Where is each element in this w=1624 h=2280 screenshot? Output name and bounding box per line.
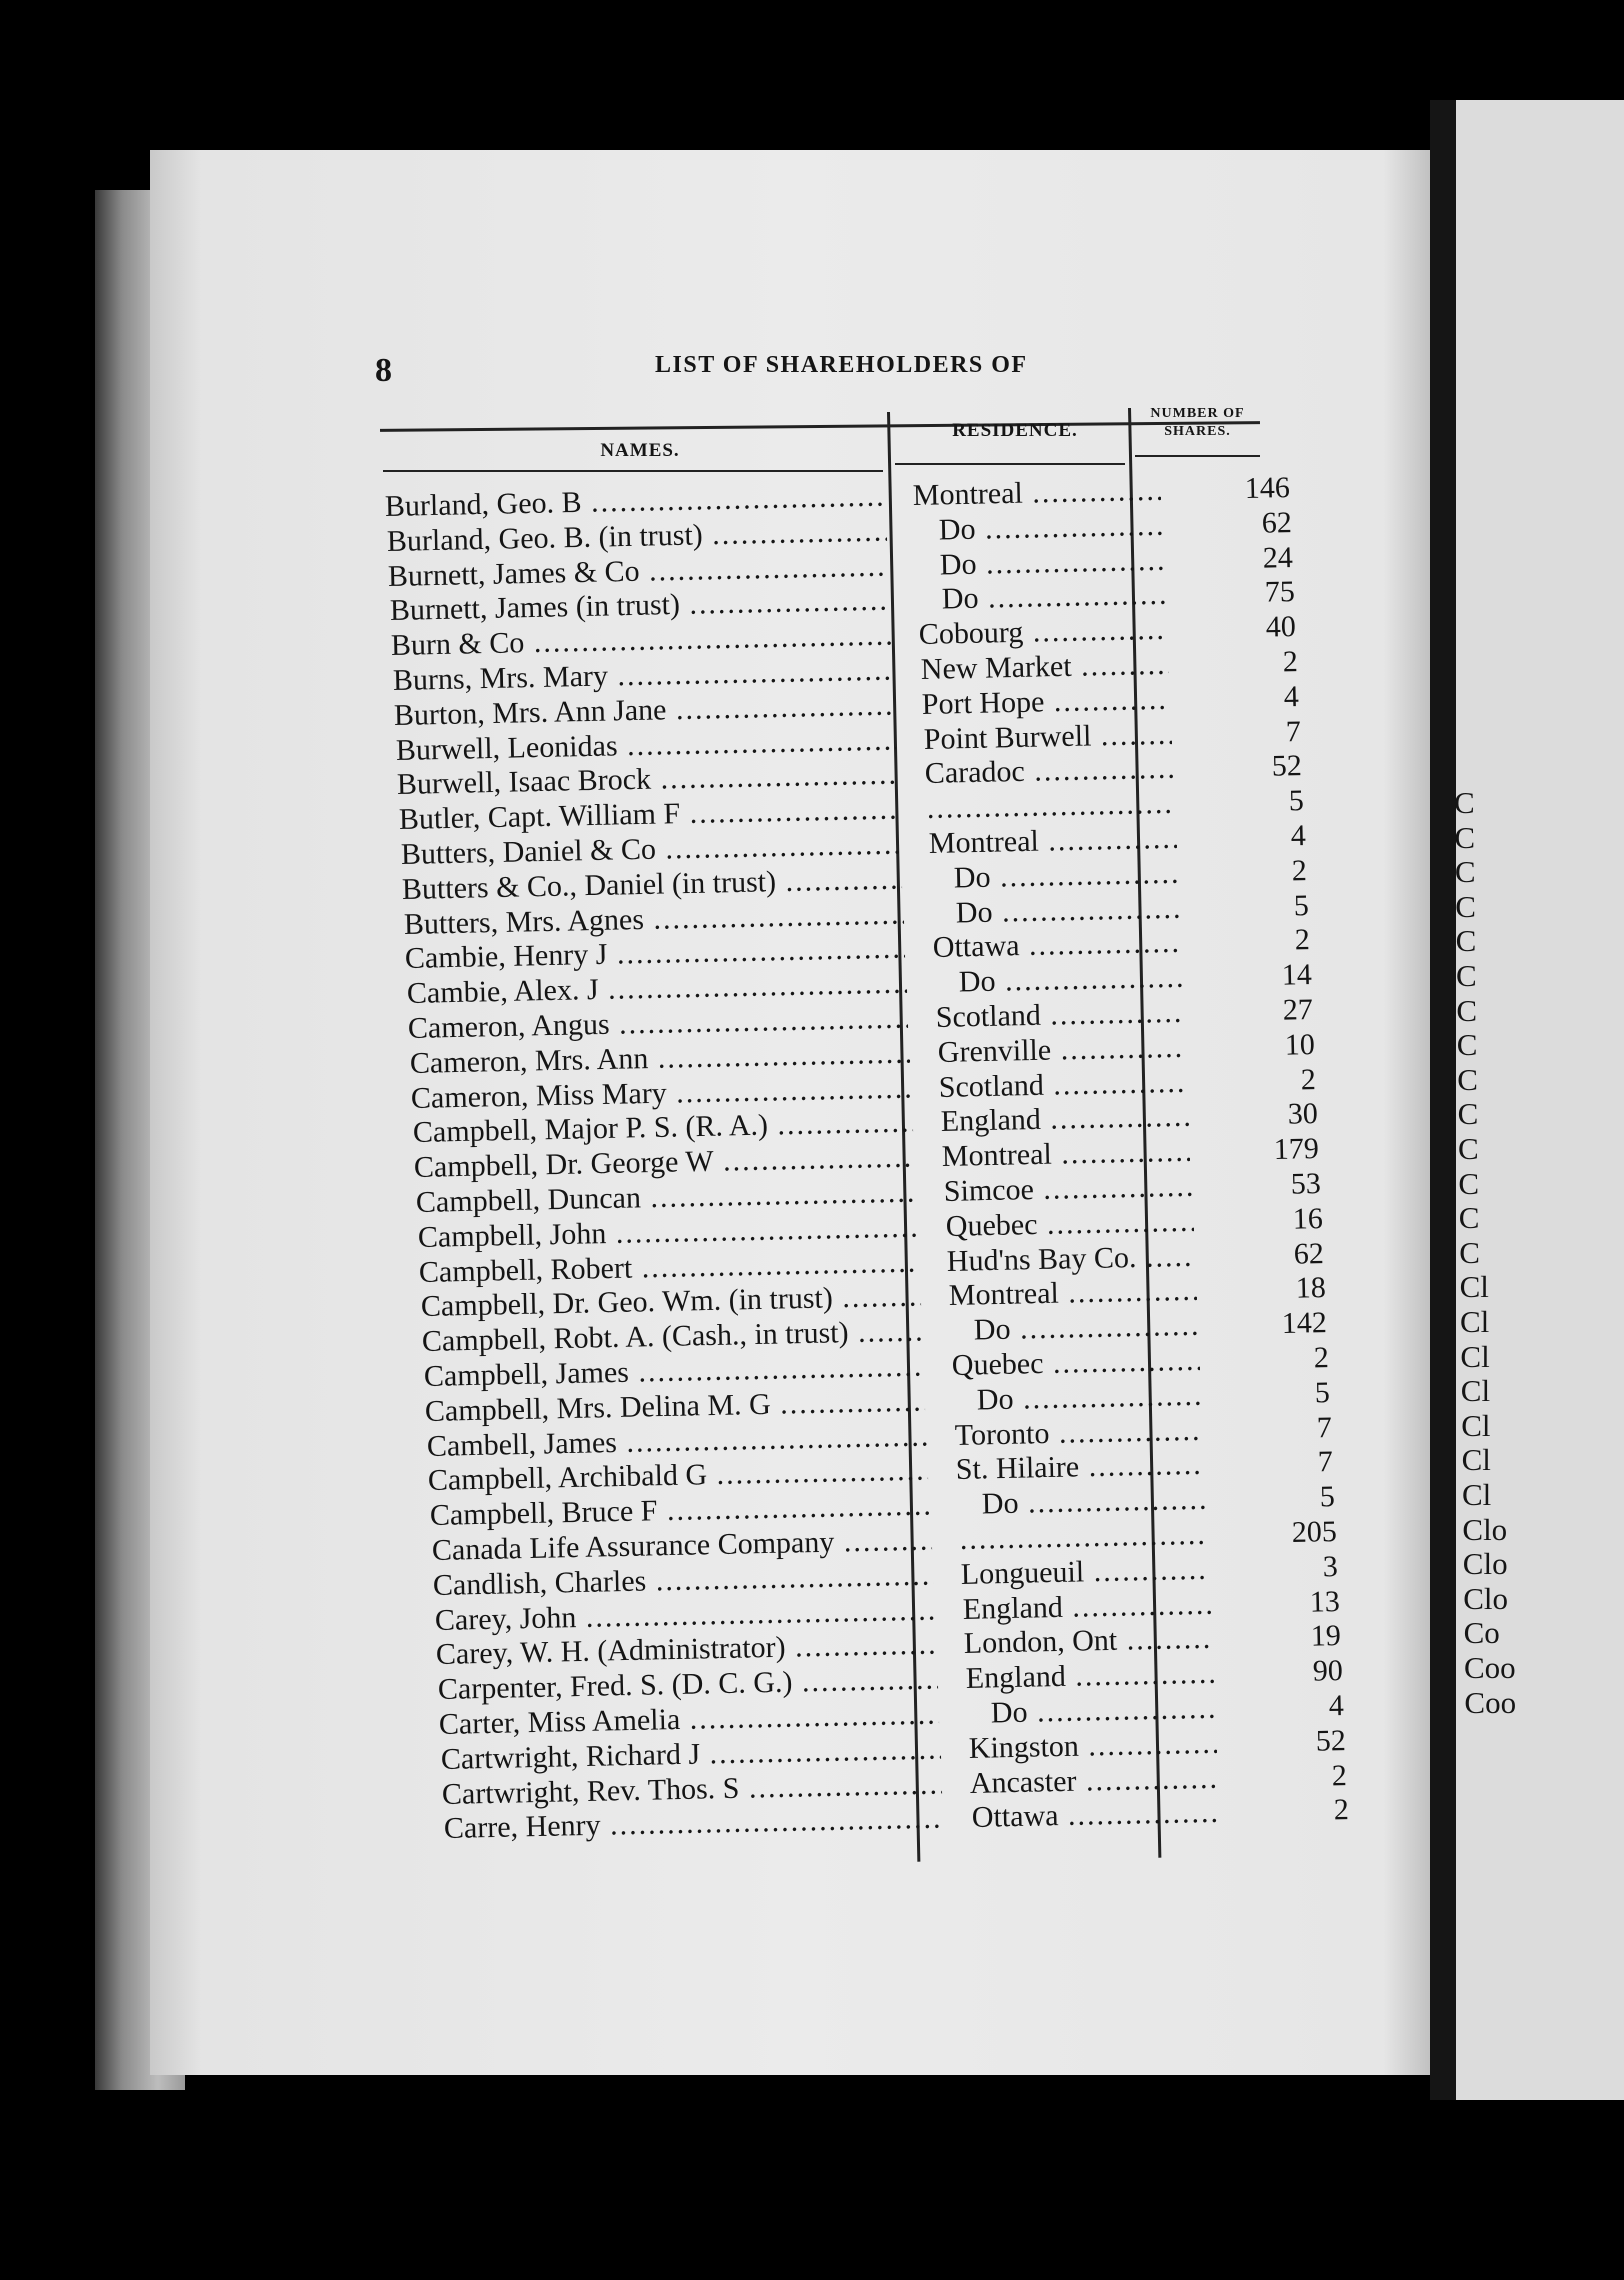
shareholder-residence: England ..... [940, 1100, 1189, 1139]
table-row [424, 1375, 1331, 1430]
page-gutter [1430, 100, 1456, 2100]
table-row [440, 1723, 1346, 1778]
column-header-names: NAMES. [600, 440, 680, 461]
table-row [393, 679, 1300, 734]
shareholder-name: Campbell, John ..... [417, 1210, 918, 1254]
shareholder-name: Campbell, Archibald G ..... [428, 1454, 929, 1498]
adjacent-page-fragment: Clo [1462, 1511, 1508, 1547]
adjacent-page-fragment: C [1458, 1200, 1480, 1236]
shareholder-name: Campbell, Robert ..... [419, 1245, 920, 1289]
adjacent-page-fragment: Clo [1462, 1546, 1508, 1582]
shareholder-shares: 16 [1291, 1201, 1323, 1236]
shareholder-name: Carpenter, Fred. S. (D. C. G.) ..... [437, 1663, 938, 1707]
shareholder-residence: Do ..... [930, 857, 1179, 896]
table-row [421, 1306, 1328, 1360]
column-header-shares-line2: SHARES. [1164, 424, 1231, 439]
column-header-shares [1135, 405, 1260, 441]
shareholder-name: Campbell, Robt. A. (Cash., in trust) ..... [422, 1315, 923, 1359]
table-row [390, 610, 1297, 664]
table-row [401, 853, 1308, 908]
shareholder-name: Butters, Mrs. Agnes ..... [403, 897, 904, 941]
shareholder-residence: London, Ont ..... [964, 1622, 1213, 1661]
shareholder-residence: England ..... [962, 1587, 1211, 1626]
shareholder-residence: Montreal ..... [942, 1135, 1191, 1174]
adjacent-page-fragment: Cl [1462, 1477, 1492, 1512]
table-row [403, 888, 1309, 943]
adjacent-page-fragment: C [1456, 1027, 1478, 1063]
shareholder-residence: Ottawa ..... [933, 926, 1182, 965]
shareholder-shares: 90 [1312, 1654, 1343, 1688]
shareholder-shares: 4 [1283, 679, 1300, 714]
shareholder-residence [959, 1518, 1208, 1557]
adjacent-page-fragment: Clo [1463, 1580, 1508, 1616]
table-row [397, 749, 1303, 803]
shareholder-residence: Cobourg ..... [919, 613, 1168, 652]
shareholder-name: Cambie, Alex. J ..... [406, 967, 907, 1011]
shareholder-name: Cambie, Henry J ..... [405, 932, 906, 976]
adjacent-page-fragment: C [1454, 819, 1476, 855]
shareholder-shares: 5 [1293, 888, 1309, 922]
shareholder-name: Cameron, Mrs. Ann ..... [409, 1036, 910, 1080]
shareholder-residence: Grenville ..... [937, 1031, 1186, 1070]
shareholder-residence: Montreal ..... [928, 822, 1177, 861]
shareholder-shares: 40 [1265, 610, 1297, 644]
shareholder-residence: Do ..... [967, 1692, 1216, 1731]
table-row [409, 1027, 1315, 1082]
running-title: LIST OF SHAREHOLDERS OF [655, 352, 1028, 378]
table-row [437, 1654, 1343, 1708]
shareholder-name: Burland, Geo. B. (in trust) ..... [386, 514, 887, 558]
shareholder-name: Campbell, Mrs. Delina M. G ..... [425, 1384, 926, 1428]
adjacent-page-fragment: C [1456, 958, 1477, 993]
shareholder-residence: Ancaster ..... [970, 1761, 1219, 1800]
table-row [426, 1410, 1332, 1465]
shareholder-residence: Longueuil ..... [961, 1553, 1210, 1592]
adjacent-page-fragment: C [1458, 1131, 1479, 1166]
table-row [443, 1793, 1350, 1847]
table-row [423, 1341, 1329, 1395]
shareholder-name: Burnett, James & Co ..... [388, 549, 889, 593]
shareholder-shares: 7 [1316, 1410, 1332, 1444]
shareholder-name: Burnett, James (in trust) ..... [389, 584, 890, 628]
shareholder-shares: 24 [1262, 540, 1294, 575]
shareholder-shares: 4 [1328, 1689, 1345, 1723]
shareholder-residence: Do ..... [950, 1309, 1199, 1348]
shareholder-shares: 52 [1315, 1723, 1346, 1758]
shareholder-shares: 5 [1288, 784, 1305, 818]
shareholder-name: Burland, Geo. B ..... [385, 480, 886, 524]
shareholder-shares: 205 [1290, 1515, 1337, 1549]
shareholder-residence: Montreal ..... [948, 1274, 1197, 1313]
shareholder-shares: 179 [1273, 1132, 1320, 1167]
shareholder-shares: 4 [1289, 819, 1306, 853]
shareholder-shares: 3 [1322, 1549, 1339, 1584]
shareholder-residence: England ..... [965, 1657, 1214, 1696]
shareholder-residence: Do ..... [931, 891, 1180, 930]
header-bottom-rule [383, 470, 883, 472]
header-bottom-rule-shares [1135, 455, 1260, 457]
shareholder-shares: 2 [1282, 645, 1298, 679]
shareholder-name: Burns, Mrs. Mary ..... [392, 654, 893, 698]
adjacent-page-fragment: Coo [1464, 1650, 1516, 1685]
shareholder-name: Carter, Miss Amelia ..... [439, 1698, 940, 1742]
shareholder-shares: 2 [1333, 1793, 1350, 1827]
shareholder-shares: 5 [1314, 1375, 1331, 1410]
adjacent-page-fragment: Cl [1460, 1373, 1491, 1409]
shareholder-name: Candlish, Charles ..... [433, 1558, 934, 1602]
adjacent-page-fragment: C [1455, 923, 1477, 959]
shareholder-name: Campbell, Bruce F ..... [430, 1489, 931, 1533]
shareholder-residence: Ottawa ..... [971, 1796, 1220, 1835]
shareholder-shares: 142 [1281, 1306, 1328, 1341]
shareholder-name: Burwell, Isaac Brock ..... [397, 758, 898, 802]
shareholder-shares: 146 [1244, 471, 1291, 505]
shareholder-residence: Do ..... [934, 961, 1183, 1000]
adjacent-page-fragment: Cl [1460, 1338, 1490, 1374]
shareholder-shares: 27 [1282, 993, 1314, 1027]
shareholder-shares: 75 [1264, 575, 1295, 610]
shareholder-residence: Do ..... [917, 578, 1166, 617]
shareholder-shares: 13 [1309, 1584, 1340, 1619]
shareholder-residence: Hud'ns Bay Co. ..... [947, 1239, 1196, 1278]
column-header-residence: RESIDENCE. [952, 420, 1078, 441]
shareholder-residence: Quebec ..... [951, 1344, 1200, 1383]
shareholder-shares: 2 [1294, 923, 1311, 957]
adjacent-page-fragment: C [1458, 1165, 1480, 1201]
shareholder-shares: 5 [1319, 1480, 1336, 1514]
shareholder-residence: Simcoe ..... [944, 1170, 1193, 1209]
table-row [428, 1445, 1334, 1499]
shareholder-residence: Toronto ..... [954, 1413, 1203, 1452]
adjacent-page-fragment: C [1454, 854, 1476, 890]
column-header-shares-line1: NUMBER OF [1150, 406, 1245, 421]
shareholder-name: Cameron, Miss Mary ..... [411, 1071, 912, 1115]
shareholder-shares: 7 [1317, 1445, 1334, 1479]
adjacent-page-fragment: Cl [1461, 1407, 1491, 1443]
shareholder-residence: Do ..... [953, 1379, 1202, 1418]
shareholder-residence: Montreal ..... [913, 474, 1162, 513]
shareholder-name: Canada Life Assurance Company ..... [431, 1524, 932, 1568]
shareholder-residence: Caradoc ..... [925, 752, 1174, 791]
shareholder-residence: Scotland ..... [939, 1065, 1188, 1104]
shareholder-name: Cambell, James ..... [426, 1419, 927, 1463]
shareholder-residence: New Market ..... [920, 648, 1169, 687]
adjacent-page-fragment: Cl [1461, 1442, 1491, 1478]
shareholder-residence: Do ..... [914, 509, 1163, 548]
adjacent-page-fragment: Co [1463, 1615, 1500, 1651]
shareholder-shares: 52 [1271, 749, 1303, 784]
adjacent-page-fragment: C [1455, 888, 1476, 924]
shareholder-residence: St. Hilaire ..... [956, 1448, 1205, 1487]
adjacent-page-fragment: C [1459, 1234, 1480, 1270]
shareholder-shares: 10 [1284, 1027, 1315, 1062]
shareholder-name: Cartwright, Richard J ..... [440, 1732, 941, 1776]
page-number: 8 [375, 352, 392, 389]
shareholder-shares: 14 [1281, 958, 1312, 992]
shareholder-residence: Point Burwell ..... [923, 717, 1172, 756]
shareholder-shares: 2 [1291, 853, 1308, 888]
shareholder-residence: Port Hope ..... [922, 683, 1171, 722]
adjacent-page [1456, 100, 1624, 2100]
shareholder-shares: 62 [1293, 1236, 1325, 1271]
shareholder-name: Campbell, James ..... [423, 1350, 924, 1394]
shareholder-shares: 62 [1260, 505, 1292, 540]
adjacent-page-fragment: C [1454, 785, 1475, 820]
adjacent-page-fragment: Coo [1464, 1684, 1517, 1720]
shareholder-shares: 2 [1313, 1341, 1329, 1375]
table-row [398, 784, 1305, 838]
shareholder-shares: 19 [1310, 1619, 1342, 1654]
shareholder-name: Cartwright, Rev. Thos. S ..... [442, 1767, 943, 1811]
shareholder-name: Carey, W. H. (Administrator) ..... [436, 1628, 937, 1672]
shareholder-name: Campbell, Dr. George W ..... [414, 1141, 915, 1185]
adjacent-page-fragment: Cl [1459, 1269, 1489, 1305]
shareholder-name: Butters & Co., Daniel (in trust) ..... [402, 862, 903, 906]
shareholder-shares: 18 [1295, 1271, 1326, 1306]
table-row [392, 645, 1298, 699]
shareholder-residence: Quebec ..... [945, 1205, 1194, 1244]
table-row [441, 1758, 1348, 1813]
shareholder-name: Butler, Capt. William F ..... [399, 793, 900, 837]
shareholder-name: Carre, Henry ..... [444, 1802, 945, 1846]
shareholder-name: Carey, John ..... [434, 1593, 935, 1637]
shareholder-name: Burton, Mrs. Ann Jane ..... [394, 688, 895, 732]
shareholder-residence [926, 787, 1175, 826]
shareholder-residence: Do ..... [957, 1483, 1206, 1522]
shareholder-shares: 7 [1285, 714, 1301, 748]
shareholder-name: Burwell, Leonidas ..... [395, 723, 896, 767]
shareholder-shares: 2 [1300, 1062, 1317, 1096]
adjacent-page-fragment: Cl [1460, 1304, 1490, 1339]
shareholder-name: Campbell, Duncan ..... [416, 1176, 917, 1220]
shareholder-residence: Kingston ..... [968, 1727, 1217, 1766]
adjacent-page-fragment: C [1457, 1061, 1478, 1097]
shareholder-shares: 53 [1290, 1167, 1322, 1201]
shareholder-name: Campbell, Major P. S. (R. A.) ..... [413, 1106, 914, 1150]
shareholder-name: Cameron, Angus ..... [408, 1002, 909, 1046]
adjacent-page-fragment: C [1457, 1096, 1479, 1132]
header-bottom-rule-residence [895, 463, 1125, 465]
shareholder-residence: Scotland ..... [936, 996, 1185, 1035]
shareholder-name: Burn & Co ..... [391, 619, 892, 663]
shareholder-residence: Do ..... [916, 543, 1165, 582]
adjacent-page-fragment: C [1456, 992, 1478, 1028]
shareholder-name: Campbell, Dr. Geo. Wm. (in trust) ..... [420, 1280, 921, 1324]
shareholder-name: Butters, Daniel & Co ..... [400, 828, 901, 872]
shareholder-shares: 2 [1331, 1758, 1348, 1792]
shareholder-shares: 30 [1287, 1097, 1319, 1132]
